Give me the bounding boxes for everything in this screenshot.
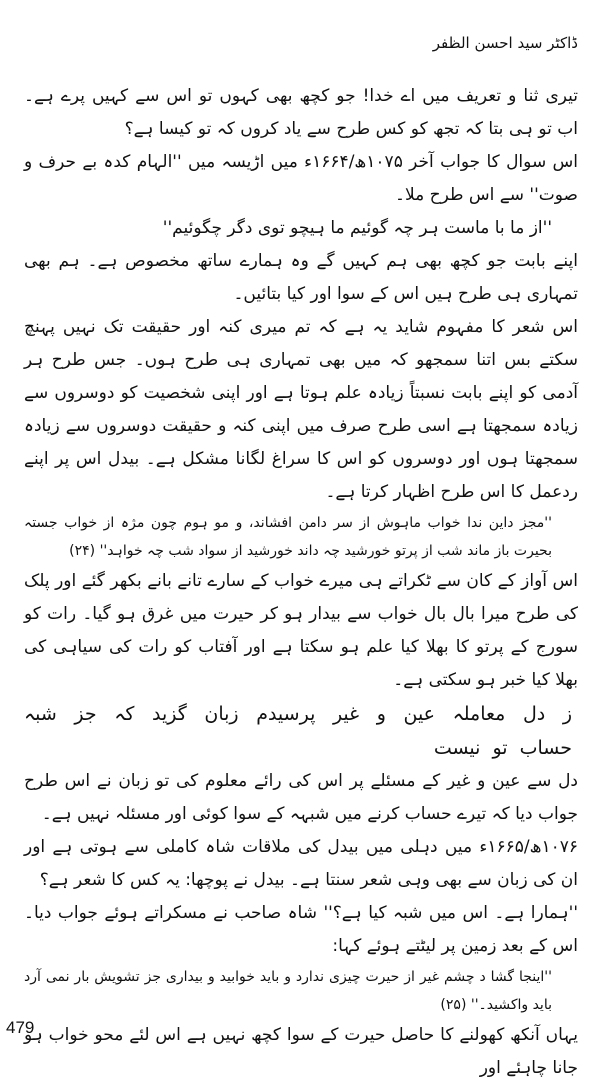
paragraph-verse-2-translation: دل سے عین و غیر کے مسئلے پر اس کی رائے معلوم کی تو زبان نے اس طرح جواب دیا کہ تیرے حساب کرنے میں شبہہ کے سوا کوئی اور مسئلہ نہیں ہے۔ xyxy=(24,771,578,824)
paragraph-verse-meaning: اس شعر کا مفہوم شاید یہ ہے کہ تم میری کنہ اور حقیقت تک نہیں پہنچ سکتے بس اتنا سمجھو کہ میں بھی تمہاری ہی طرح ہوں۔ جس طرح ہر آدمی کو اپنے بابت نسبتاً زیادہ علم ہوتا ہے اور اپنی شخصیت کو دوسروں سے زیادہ سمجھتا ہے اسی طرح صرف میں اپنی کنہ و حقیقت دوسروں سے زیادہ سمجھتا ہوں اور دوسروں کو اس کا سراغ لگانا مشکل ہے۔ بیدل اس پر اپنے ردعمل کا اس طرح اظہار کرتا ہے۔ xyxy=(24,317,578,502)
paragraph-verse-translation: اپنے بابت جو کچھ بھی ہم کہیں گے وہ ہمارے ساتھ مخصوص ہے۔ ہم بھی تمہاری ہی طرح ہیں اس کے سوا اور کیا بتائیں۔ xyxy=(24,251,578,304)
page-body xyxy=(24,80,578,1085)
author-header: ڈاکٹر سید احسن الظفر xyxy=(432,34,578,52)
paragraph-closing: یہاں آنکھ کھولنے کا حاصل حیرت کے سوا کچھ نہیں ہے اس لئے محو خواب ہو جانا چاہئے اور xyxy=(24,1025,578,1078)
page-number: 479 xyxy=(6,1018,35,1037)
paragraph-quote-translation: اس آواز کے کان سے ٹکراتے ہی میرے خواب کے سارے تانے بانے بکھر گئے اور پلک کی طرح میرا بال بال خواب سے بیدار ہو کر حیرت میں غرق ہو گیا۔ رات کو سورج کے پرتو کا بھلا کیا علم ہو سکتا ہے اور آفتاب کو رات کی سیاہی کی بھلا کیا خبر ہو سکتی ہے۔ xyxy=(24,571,578,690)
paragraph-question-answer: اس سوال کا جواب آخر ۱۰۷۵ھ/۱۶۶۴ء میں اڑیسہ میں ''الہام کدہ بے حرف و صوت'' سے اس طرح ملا۔ xyxy=(24,152,578,205)
paragraph-praise: تیری ثنا و تعریف میں اے خدا! جو کچھ بھی کہوں تو اس سے کہیں پرے ہے۔ اب تو ہی بتا کہ تجھ کو کس طرح سے یاد کروں کہ تو کیسا ہے؟ xyxy=(24,86,578,139)
paragraph-delhi-meeting: ۱۰۷۶ھ/۱۶۶۵ء میں دہلی میں بیدل کی ملاقات شاہ کاملی سے ہوتی ہے اور ان کی زبان سے بھی وہی شعر سنتا ہے۔ بیدل نے پوچھا: یہ کس کا شعر ہے؟ xyxy=(24,837,578,890)
persian-verse-2: ز دل معاملہ عین و غیر پرسیدم زبان گزید کہ جز شبہ حساب تو نیست xyxy=(24,703,572,759)
persian-prose-quote-1: ''مجز داین ندا خواب ماہوش از سر دامن افشاند، و مو ہوم چون مژہ از خواب جستہ بحیرت باز ماند شب از پرتو خورشید چہ داند خورشید از سواد شب چہ خواہد'' (۲۴) xyxy=(24,515,552,559)
paragraph-shah-reply: ''ہمارا ہے۔ اس میں شبہ کیا ہے؟'' شاہ صاحب نے مسکراتے ہوئے جواب دیا۔ اس کے بعد زمین پر لیٹتے ہوئے کہا: xyxy=(24,903,578,956)
persian-verse-1: ''از ما با ماست ہر چہ گوئیم ما ہیچو توی دگر چگوئیم'' xyxy=(162,218,552,238)
persian-prose-quote-2: ''اینجا گشا د چشم غیر از حیرت چیزی ندارد و باید خوابید و بیداری جز تشویش بار نمی آرد باید واکشید۔'' (۲۵) xyxy=(24,969,552,1013)
